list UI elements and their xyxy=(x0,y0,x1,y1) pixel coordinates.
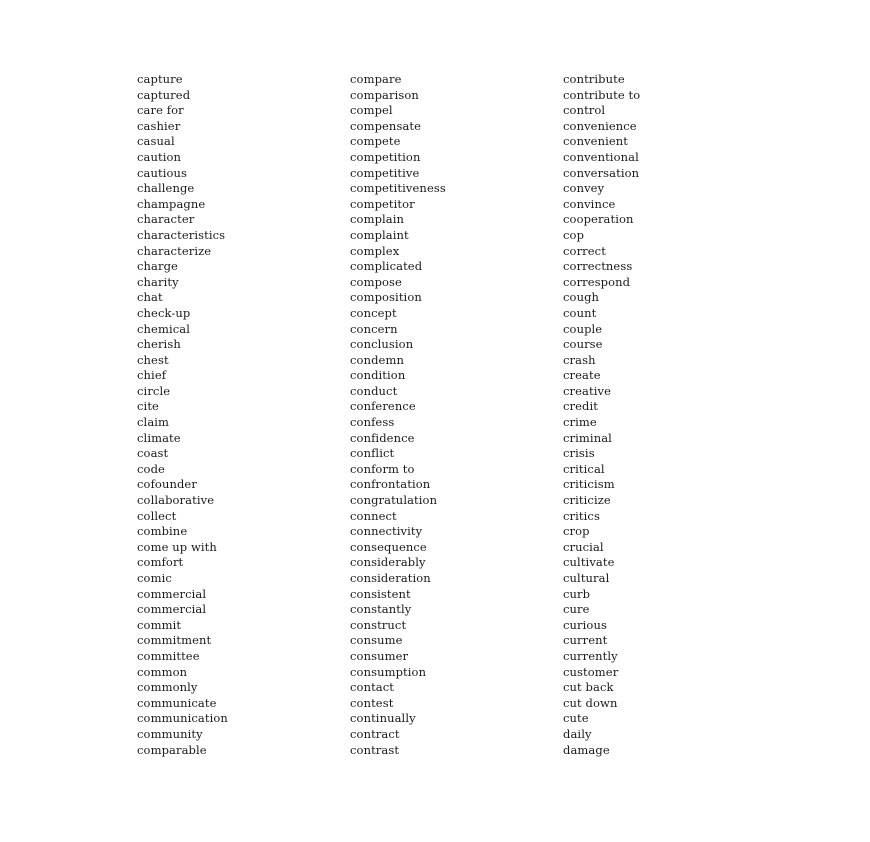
word-item: compel xyxy=(350,103,393,118)
word-item: charge xyxy=(137,259,178,274)
word-item: convince xyxy=(563,196,616,211)
word-item: congratulation xyxy=(350,493,438,508)
word-item: cute xyxy=(563,711,589,726)
word-item: compare xyxy=(350,72,402,86)
word-item: consideration xyxy=(350,571,431,585)
word-item: compete xyxy=(350,134,401,149)
word-item: community xyxy=(137,726,203,741)
word-item: competition xyxy=(350,149,421,164)
word-item: consumption xyxy=(350,664,427,679)
word-item: conduct xyxy=(350,383,398,398)
word-item: continually xyxy=(350,711,416,726)
word-item: create xyxy=(563,368,601,383)
word-item: curb xyxy=(563,586,591,601)
word-item: comparison xyxy=(350,87,419,102)
word-column-1 xyxy=(137,72,228,758)
word-item: come up with xyxy=(137,539,217,554)
word-item: casual xyxy=(137,134,175,149)
word-item: confidence xyxy=(350,430,415,445)
word-item: cashier xyxy=(137,118,181,133)
word-item: confess xyxy=(350,415,395,430)
word-item: complain xyxy=(350,212,405,227)
word-item: concern xyxy=(350,321,398,336)
word-item: cherish xyxy=(137,337,181,352)
word-item: capture xyxy=(137,72,183,86)
word-item: currently xyxy=(563,648,618,663)
word-item: cut back xyxy=(563,680,614,695)
word-item: commit xyxy=(137,617,182,632)
word-item: convey xyxy=(563,181,605,196)
word-item: confrontation xyxy=(350,477,431,492)
word-item: commonly xyxy=(137,680,198,695)
word-item: captured xyxy=(137,87,191,102)
word-item: count xyxy=(563,305,597,320)
word-item: climate xyxy=(137,430,181,445)
word-item: commercial xyxy=(137,586,207,601)
word-item: crisis xyxy=(563,446,595,461)
word-item: control xyxy=(563,103,606,118)
word-item: chest xyxy=(137,352,169,367)
word-item: committee xyxy=(137,648,200,663)
word-item: consistent xyxy=(350,586,411,601)
word-item: crucial xyxy=(563,539,604,554)
word-item: collaborative xyxy=(137,493,215,508)
word-item: consumer xyxy=(350,648,409,663)
word-item: claim xyxy=(137,415,170,430)
word-item: crop xyxy=(563,524,590,539)
word-item: cough xyxy=(563,290,600,305)
word-item: cite xyxy=(137,399,159,414)
word-item: customer xyxy=(563,664,619,679)
word-item: common xyxy=(137,664,188,679)
word-item: care for xyxy=(137,103,184,118)
word-item: characteristics xyxy=(137,227,226,242)
word-item: crash xyxy=(563,352,596,367)
word-item: complex xyxy=(350,243,400,258)
word-item: construct xyxy=(350,617,407,632)
word-item: correct xyxy=(563,243,606,258)
word-item: coast xyxy=(137,446,169,461)
word-item: connectivity xyxy=(350,524,423,539)
word-item: commitment xyxy=(137,633,212,648)
word-column-3 xyxy=(563,72,640,758)
word-item: cofounder xyxy=(137,477,197,492)
word-item: complaint xyxy=(350,227,409,242)
word-item: cultural xyxy=(563,571,610,585)
word-item: circle xyxy=(137,383,171,398)
word-item: correspond xyxy=(563,274,631,289)
word-item: competitive xyxy=(350,165,420,180)
word-item: correctness xyxy=(563,259,633,274)
word-item: couple xyxy=(563,321,603,336)
word-item: chief xyxy=(137,368,167,383)
word-item: cautious xyxy=(137,165,188,180)
word-item: contest xyxy=(350,695,394,710)
word-item: comic xyxy=(137,571,172,585)
word-item: course xyxy=(563,337,603,352)
word-item: combine xyxy=(137,524,188,539)
word-item: cultivate xyxy=(563,555,615,570)
word-item: check-up xyxy=(137,305,191,320)
word-item: composition xyxy=(350,290,422,305)
word-item: conform to xyxy=(350,461,415,476)
word-item: consequence xyxy=(350,539,427,554)
word-item: connect xyxy=(350,508,397,523)
word-item: consume xyxy=(350,633,403,648)
word-item: cop xyxy=(563,227,585,242)
word-item: complicated xyxy=(350,259,423,274)
word-item: contrast xyxy=(350,742,400,757)
word-item: code xyxy=(137,461,165,476)
word-item: concept xyxy=(350,305,397,320)
word-item: challenge xyxy=(137,181,195,196)
word-item: caution xyxy=(137,149,182,164)
word-item: conclusion xyxy=(350,337,414,352)
word-item: cooperation xyxy=(563,212,634,227)
word-item: current xyxy=(563,633,608,648)
word-column-2 xyxy=(350,72,446,758)
word-item: daily xyxy=(563,726,592,741)
word-item: chemical xyxy=(137,321,191,336)
word-item: compensate xyxy=(350,118,422,133)
word-item: communicate xyxy=(137,695,217,710)
word-item: condemn xyxy=(350,352,404,367)
word-item: critics xyxy=(563,508,600,523)
word-item: considerably xyxy=(350,555,426,570)
word-item: character xyxy=(137,212,195,227)
word-item: commercial xyxy=(137,602,207,617)
word-item: communication xyxy=(137,711,228,726)
word-item: convenience xyxy=(563,118,637,133)
word-item: criminal xyxy=(563,430,612,445)
word-item: contact xyxy=(350,680,395,695)
word-item: conference xyxy=(350,399,416,414)
word-item: contribute xyxy=(563,72,625,86)
word-item: conflict xyxy=(350,446,395,461)
word-item: charity xyxy=(137,274,179,289)
word-item: chat xyxy=(137,290,163,305)
word-item: critical xyxy=(563,461,605,476)
word-item: contribute to xyxy=(563,87,641,102)
word-item: conventional xyxy=(563,149,639,164)
word-item: collect xyxy=(137,508,177,523)
word-item: competitor xyxy=(350,196,415,211)
word-item: conversation xyxy=(563,165,640,180)
word-item: champagne xyxy=(137,196,206,211)
word-item: criticism xyxy=(563,477,615,492)
word-item: comparable xyxy=(137,742,207,757)
word-item: characterize xyxy=(137,243,212,258)
word-item: constantly xyxy=(350,602,412,617)
word-item: curious xyxy=(563,617,607,632)
word-item: creative xyxy=(563,383,612,398)
word-item: compose xyxy=(350,274,402,289)
word-item: cure xyxy=(563,602,590,617)
word-item: condition xyxy=(350,368,406,383)
word-item: credit xyxy=(563,399,599,414)
word-item: criticize xyxy=(563,493,611,508)
word-item: comfort xyxy=(137,555,184,570)
word-item: contract xyxy=(350,726,400,741)
word-item: damage xyxy=(563,742,610,757)
word-item: crime xyxy=(563,415,597,430)
word-item: cut down xyxy=(563,695,618,710)
word-item: competitiveness xyxy=(350,181,446,196)
word-item: convenient xyxy=(563,134,628,149)
